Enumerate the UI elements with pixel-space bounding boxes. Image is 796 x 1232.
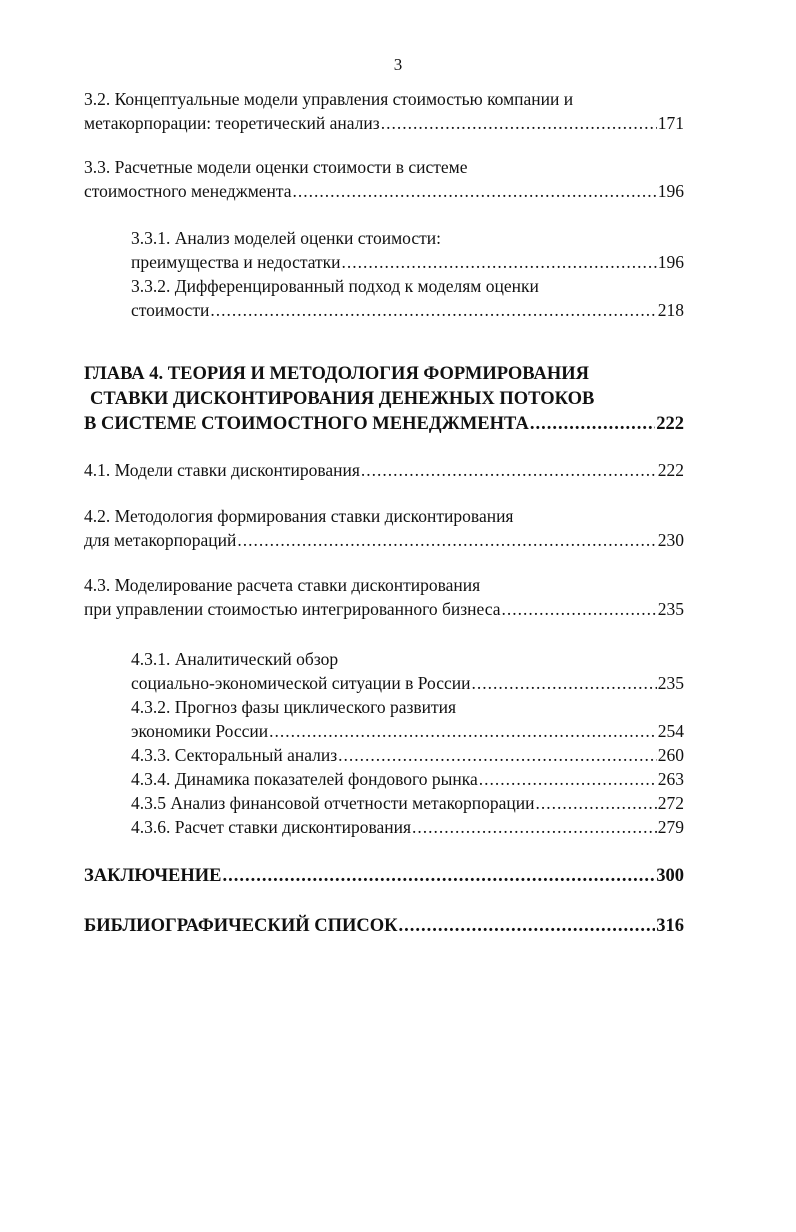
toc-chapter-4[interactable] bbox=[84, 362, 684, 437]
toc-bibliography[interactable] bbox=[84, 913, 684, 939]
toc-entry-4-3-2-title-line1: 4.3.2. Прогноз фазы циклического развития bbox=[131, 697, 457, 717]
toc-entry-4-3-5-page: 272 bbox=[657, 793, 684, 813]
dot-leader bbox=[342, 250, 657, 274]
dot-leader bbox=[269, 719, 657, 743]
toc-entry-4-3-title-line1: 4.3. Моделирование расчета ставки дисконтирования bbox=[84, 575, 481, 595]
toc-entry-3-2-page: 171 bbox=[657, 113, 684, 133]
toc-entry-3-3-1-title-line1: 3.3.1. Анализ моделей оценки стоимости: bbox=[131, 228, 441, 248]
toc-entry-4-2[interactable] bbox=[84, 504, 684, 552]
toc-entry-3-2-title-line1: 3.2. Концептуальные модели управления стоимостью компании и bbox=[84, 89, 574, 109]
toc-entry-4-2-title-line2: для метакорпораций bbox=[84, 530, 237, 550]
dot-leader bbox=[412, 815, 657, 839]
dot-leader bbox=[381, 111, 657, 135]
toc-entry-4-3-6-page: 279 bbox=[657, 817, 684, 837]
toc-entry-3-2[interactable] bbox=[84, 87, 684, 135]
toc-entry-4-3-page: 235 bbox=[657, 599, 684, 619]
toc-entry-4-3-1-title-line2: социально-экономической ситуации в России bbox=[131, 673, 471, 693]
toc-entry-4-3-4-page: 263 bbox=[657, 769, 684, 789]
toc-entry-4-3-5[interactable] bbox=[131, 791, 684, 815]
toc-entry-4-1-title: 4.1. Модели ставки дисконтирования bbox=[84, 460, 360, 480]
toc-conclusion[interactable] bbox=[84, 863, 684, 889]
toc-entry-4-3-1[interactable] bbox=[131, 647, 684, 695]
dot-leader bbox=[223, 863, 656, 889]
toc-bibliography-title: БИБЛИОГРАФИЧЕСКИЙ СПИСОК bbox=[84, 916, 398, 936]
toc-entry-4-3-2-title-line2: экономики России bbox=[131, 721, 269, 741]
toc-entry-4-2-page: 230 bbox=[657, 530, 684, 550]
toc-entry-4-3-title-line2: при управлении стоимостью интегрированного бизнеса bbox=[84, 599, 501, 619]
page-number: 3 bbox=[393, 55, 403, 74]
toc-entry-4-3-6-title: 4.3.6. Расчет ставки дисконтирования bbox=[131, 817, 412, 837]
toc-chapter-4-page: 222 bbox=[656, 414, 684, 434]
toc-conclusion-page: 300 bbox=[656, 866, 684, 886]
toc-entry-4-3-2[interactable] bbox=[131, 695, 684, 743]
toc-chapter-4-title-line2: СТАВКИ ДИСКОНТИРОВАНИЯ ДЕНЕЖНЫХ ПОТОКОВ bbox=[90, 389, 595, 409]
toc-bibliography-page: 316 bbox=[656, 916, 684, 936]
toc-entry-3-3[interactable] bbox=[84, 155, 684, 203]
toc-entry-3-3-2-title-line1: 3.3.2. Дифференцированный подход к моделям оценки bbox=[131, 276, 539, 296]
dot-leader bbox=[479, 767, 657, 791]
dot-leader bbox=[472, 671, 657, 695]
toc-entry-4-3[interactable] bbox=[84, 573, 684, 621]
toc-entry-4-3-4-title: 4.3.4. Динамика показателей фондового рынка bbox=[131, 769, 478, 789]
toc-entry-4-3-2-page: 254 bbox=[657, 721, 684, 741]
toc-entry-4-1-page: 222 bbox=[657, 460, 684, 480]
toc-chapter-4-title-line1: ГЛАВА 4. ТЕОРИЯ И МЕТОДОЛОГИЯ ФОРМИРОВАНИЯ bbox=[84, 364, 589, 384]
dot-leader bbox=[535, 791, 656, 815]
toc-entry-3-3-1[interactable] bbox=[131, 226, 684, 274]
toc-entry-4-3-3-page: 260 bbox=[657, 745, 684, 765]
dot-leader bbox=[361, 458, 657, 482]
toc-entry-4-3-1-page: 235 bbox=[657, 673, 684, 693]
dot-leader bbox=[237, 528, 656, 552]
toc-chapter-4-title-line3: В СИСТЕМЕ СТОИМОСТНОГО МЕНЕДЖМЕНТА bbox=[84, 414, 529, 434]
toc-entry-4-2-title-line1: 4.2. Методология формирования ставки дисконтирования bbox=[84, 506, 514, 526]
toc-entry-3-3-title-line1: 3.3. Расчетные модели оценки стоимости в системе bbox=[84, 157, 468, 177]
toc-entry-4-3-3-title: 4.3.3. Секторальный анализ bbox=[131, 745, 338, 765]
toc-entry-3-3-2-page: 218 bbox=[657, 300, 684, 320]
toc-entry-4-1[interactable] bbox=[84, 458, 684, 482]
toc-entry-4-3-1-title-line1: 4.3.1. Аналитический обзор bbox=[131, 649, 339, 669]
toc-entry-4-3-6[interactable] bbox=[131, 815, 684, 839]
toc-entry-3-3-1-title-line2: преимущества и недостатки bbox=[131, 252, 341, 272]
toc-entry-4-3-4[interactable] bbox=[131, 767, 684, 791]
dot-leader bbox=[210, 298, 656, 322]
dot-leader bbox=[338, 743, 657, 767]
table-of-contents bbox=[84, 87, 684, 939]
dot-leader bbox=[530, 412, 655, 437]
toc-conclusion-title: ЗАКЛЮЧЕНИЕ bbox=[84, 866, 222, 886]
toc-entry-3-3-1-page: 196 bbox=[657, 252, 684, 272]
dot-leader bbox=[399, 913, 656, 939]
toc-entry-3-2-title-line2: метакорпорации: теоретический анализ bbox=[84, 113, 380, 133]
toc-entry-3-3-title-line2: стоимостного менеджмента bbox=[84, 181, 292, 201]
toc-entry-3-3-2[interactable] bbox=[131, 274, 684, 322]
toc-entry-4-3-5-title: 4.3.5 Анализ финансовой отчетности метакорпорации bbox=[131, 793, 535, 813]
dot-leader bbox=[501, 597, 656, 621]
toc-entry-4-3-3[interactable] bbox=[131, 743, 684, 767]
toc-entry-3-3-page: 196 bbox=[657, 181, 684, 201]
toc-entry-3-3-2-title-line2: стоимости bbox=[131, 300, 210, 320]
dot-leader bbox=[293, 179, 657, 203]
